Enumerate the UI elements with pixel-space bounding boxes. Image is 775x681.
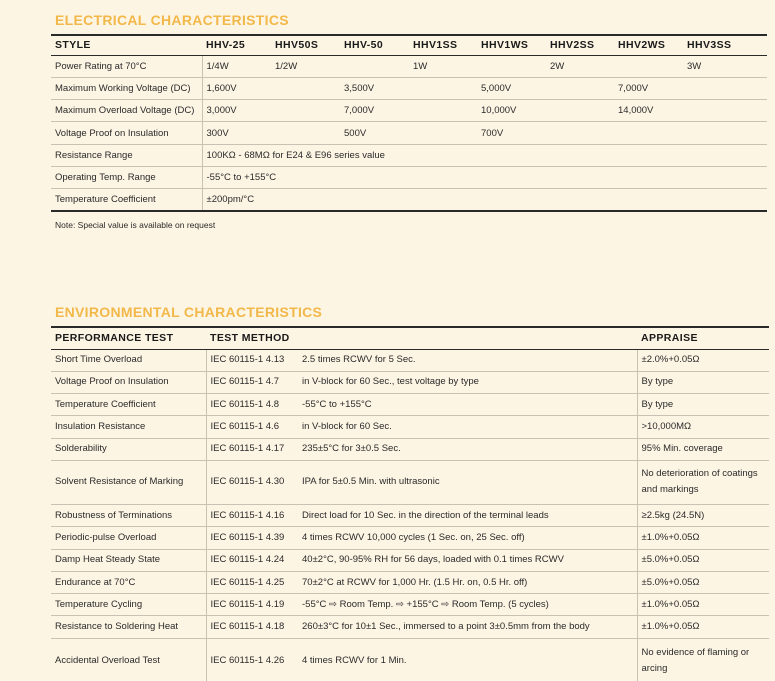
header-test-method: TEST METHOD [206, 327, 637, 349]
test-method: 70±2°C at RCWV for 1,000 Hr. (1.5 Hr. on, 0.5 Hr. off) [298, 571, 637, 593]
table-row [51, 460, 769, 504]
standard-ref: IEC 60115-1 4.18 [206, 616, 298, 638]
cell-value [271, 122, 340, 144]
row-value: -55°C to +155°C [202, 166, 767, 188]
cell-value [546, 77, 614, 99]
cell-value [683, 77, 767, 99]
table-row [51, 616, 769, 638]
cell-value: 3,000V [202, 100, 271, 122]
appraise-value: ±5.0%+0.05Ω [637, 571, 769, 593]
standard-ref: IEC 60115-1 4.13 [206, 349, 298, 371]
test-method: -55°C to +155°C [298, 394, 637, 416]
test-method: 4 times RCWV 10,000 cycles (1 Sec. on, 25 Sec. off) [298, 527, 637, 549]
table-row [51, 549, 769, 571]
row-label: Voltage Proof on Insulation [51, 122, 202, 144]
appraise-value: ±2.0%+0.05Ω [637, 349, 769, 371]
test-method: -55°C ⇨ Room Temp. ⇨ +155°C ⇨ Room Temp. (5 cycles) [298, 594, 637, 616]
cell-value: 7,000V [614, 77, 683, 99]
row-label: Temperature Coefficient [51, 189, 202, 211]
standard-ref: IEC 60115-1 4.8 [206, 394, 298, 416]
table-row [51, 438, 769, 460]
cell-value: 2W [546, 55, 614, 77]
cell-value [546, 100, 614, 122]
cell-value: 1,600V [202, 77, 271, 99]
header-model: HHV-25 [202, 35, 271, 55]
header-model: HHV-50 [340, 35, 409, 55]
test-method: 2.5 times RCWV for 5 Sec. [298, 349, 637, 371]
table-row [51, 100, 767, 122]
table-row [51, 55, 767, 77]
appraise-value: >10,000MΩ [637, 416, 769, 438]
performance-test: Solvent Resistance of Marking [51, 460, 206, 504]
test-method: 4 times RCWV for 1 Min. [298, 638, 637, 681]
cell-value [271, 77, 340, 99]
performance-test: Voltage Proof on Insulation [51, 371, 206, 393]
cell-value [409, 77, 477, 99]
standard-ref: IEC 60115-1 4.30 [206, 460, 298, 504]
standard-ref: IEC 60115-1 4.25 [206, 571, 298, 593]
cell-value: 3W [683, 55, 767, 77]
appraise-value: 95% Min. coverage [637, 438, 769, 460]
row-value: 100KΩ - 68MΩ for E24 & E96 series value [202, 144, 767, 166]
row-label: Resistance Range [51, 144, 202, 166]
header-model: HHV2WS [614, 35, 683, 55]
environmental-title: ENVIRONMENTAL CHARACTERISTICS [55, 304, 323, 320]
cell-value: 500V [340, 122, 409, 144]
header-style: STYLE [51, 35, 202, 55]
cell-value: 1/2W [271, 55, 340, 77]
standard-ref: IEC 60115-1 4.19 [206, 594, 298, 616]
header-model: HHV2SS [546, 35, 614, 55]
performance-test: Robustness of Terminations [51, 504, 206, 526]
performance-test: Damp Heat Steady State [51, 549, 206, 571]
table-row [51, 122, 767, 144]
cell-value [683, 100, 767, 122]
standard-ref: IEC 60115-1 4.16 [206, 504, 298, 526]
electrical-note: Note: Special value is available on request [55, 220, 216, 230]
performance-test: Temperature Cycling [51, 594, 206, 616]
electrical-title: ELECTRICAL CHARACTERISTICS [55, 12, 289, 28]
table-row [51, 77, 767, 99]
table-row [51, 144, 767, 166]
standard-ref: IEC 60115-1 4.6 [206, 416, 298, 438]
table-row [51, 189, 767, 211]
cell-value [271, 100, 340, 122]
performance-test: Accidental Overload Test [51, 638, 206, 681]
standard-ref: IEC 60115-1 4.39 [206, 527, 298, 549]
appraise-value: ±1.0%+0.05Ω [637, 527, 769, 549]
cell-value [340, 55, 409, 77]
performance-test: Endurance at 70°C [51, 571, 206, 593]
header-model: HHV1SS [409, 35, 477, 55]
cell-value [614, 55, 683, 77]
appraise-value: By type [637, 371, 769, 393]
standard-ref: IEC 60115-1 4.7 [206, 371, 298, 393]
appraise-value: ±1.0%+0.05Ω [637, 594, 769, 616]
cell-value: 3,500V [340, 77, 409, 99]
cell-value: 700V [477, 122, 546, 144]
header-model: HHV1WS [477, 35, 546, 55]
electrical-table [51, 34, 767, 212]
standard-ref: IEC 60115-1 4.17 [206, 438, 298, 460]
test-method: IPA for 5±0.5 Min. with ultrasonic [298, 460, 637, 504]
appraise-value: ≥2.5kg (24.5N) [637, 504, 769, 526]
row-label: Power Rating at 70°C [51, 55, 202, 77]
cell-value: 14,000V [614, 100, 683, 122]
row-value: ±200pm/°C [206, 194, 255, 206]
table-row [51, 527, 769, 549]
cell-value: 10,000V [477, 100, 546, 122]
row-label: Operating Temp. Range [51, 166, 202, 188]
cell-value: 1W [409, 55, 477, 77]
cell-value: 5,000V [477, 77, 546, 99]
cell-value [409, 100, 477, 122]
table-row [51, 416, 769, 438]
table-row [51, 638, 769, 681]
row-label: Maximum Working Voltage (DC) [51, 77, 202, 99]
test-method: Direct load for 10 Sec. in the direction of the terminal leads [298, 504, 637, 526]
appraise-value: No evidence of flaming or arcing [641, 646, 750, 674]
test-method: 260±3°C for 10±1 Sec., immersed to a point 3±0.5mm from the body [298, 616, 637, 638]
table-row [51, 371, 769, 393]
test-method: in V-block for 60 Sec. [298, 416, 637, 438]
cell-value: 1/4W [202, 55, 271, 77]
appraise-value: By type [637, 394, 769, 416]
cell-value: 7,000V [340, 100, 409, 122]
cell-value: 300V [202, 122, 271, 144]
row-label: Maximum Overload Voltage (DC) [51, 100, 202, 122]
standard-ref: IEC 60115-1 4.24 [206, 549, 298, 571]
environmental-table [51, 326, 769, 681]
table-row [51, 394, 769, 416]
appraise-value: ±5.0%+0.05Ω [637, 549, 769, 571]
performance-test: Periodic-pulse Overload [51, 527, 206, 549]
test-method: in V-block for 60 Sec., test voltage by type [298, 371, 637, 393]
table-row [51, 571, 769, 593]
performance-test: Temperature Coefficient [51, 394, 206, 416]
cell-value [477, 55, 546, 77]
table-row [51, 349, 769, 371]
cell-value [614, 122, 683, 144]
standard-ref: IEC 60115-1 4.26 [210, 654, 285, 666]
cell-value [409, 122, 477, 144]
appraise-value: ±1.0%+0.05Ω [637, 616, 769, 638]
header-model: HHV3SS [683, 35, 767, 55]
appraise-value: No deterioration of coatings and markings [637, 460, 769, 504]
table-row [51, 166, 767, 188]
performance-test: Insulation Resistance [51, 416, 206, 438]
test-method: 40±2°C, 90-95% RH for 56 days, loaded with 0.1 times RCWV [298, 549, 637, 571]
header-model: HHV50S [271, 35, 340, 55]
performance-test: Resistance to Soldering Heat [51, 616, 206, 638]
header-appraise: APPRAISE [637, 327, 769, 349]
table-row [51, 594, 769, 616]
test-method: 235±5°C for 3±0.5 Sec. [298, 438, 637, 460]
performance-test: Solderability [51, 438, 206, 460]
cell-value [683, 122, 767, 144]
cell-value [546, 122, 614, 144]
table-row [51, 504, 769, 526]
header-performance-test: PERFORMANCE TEST [51, 327, 206, 349]
performance-test: Short Time Overload [51, 349, 206, 371]
